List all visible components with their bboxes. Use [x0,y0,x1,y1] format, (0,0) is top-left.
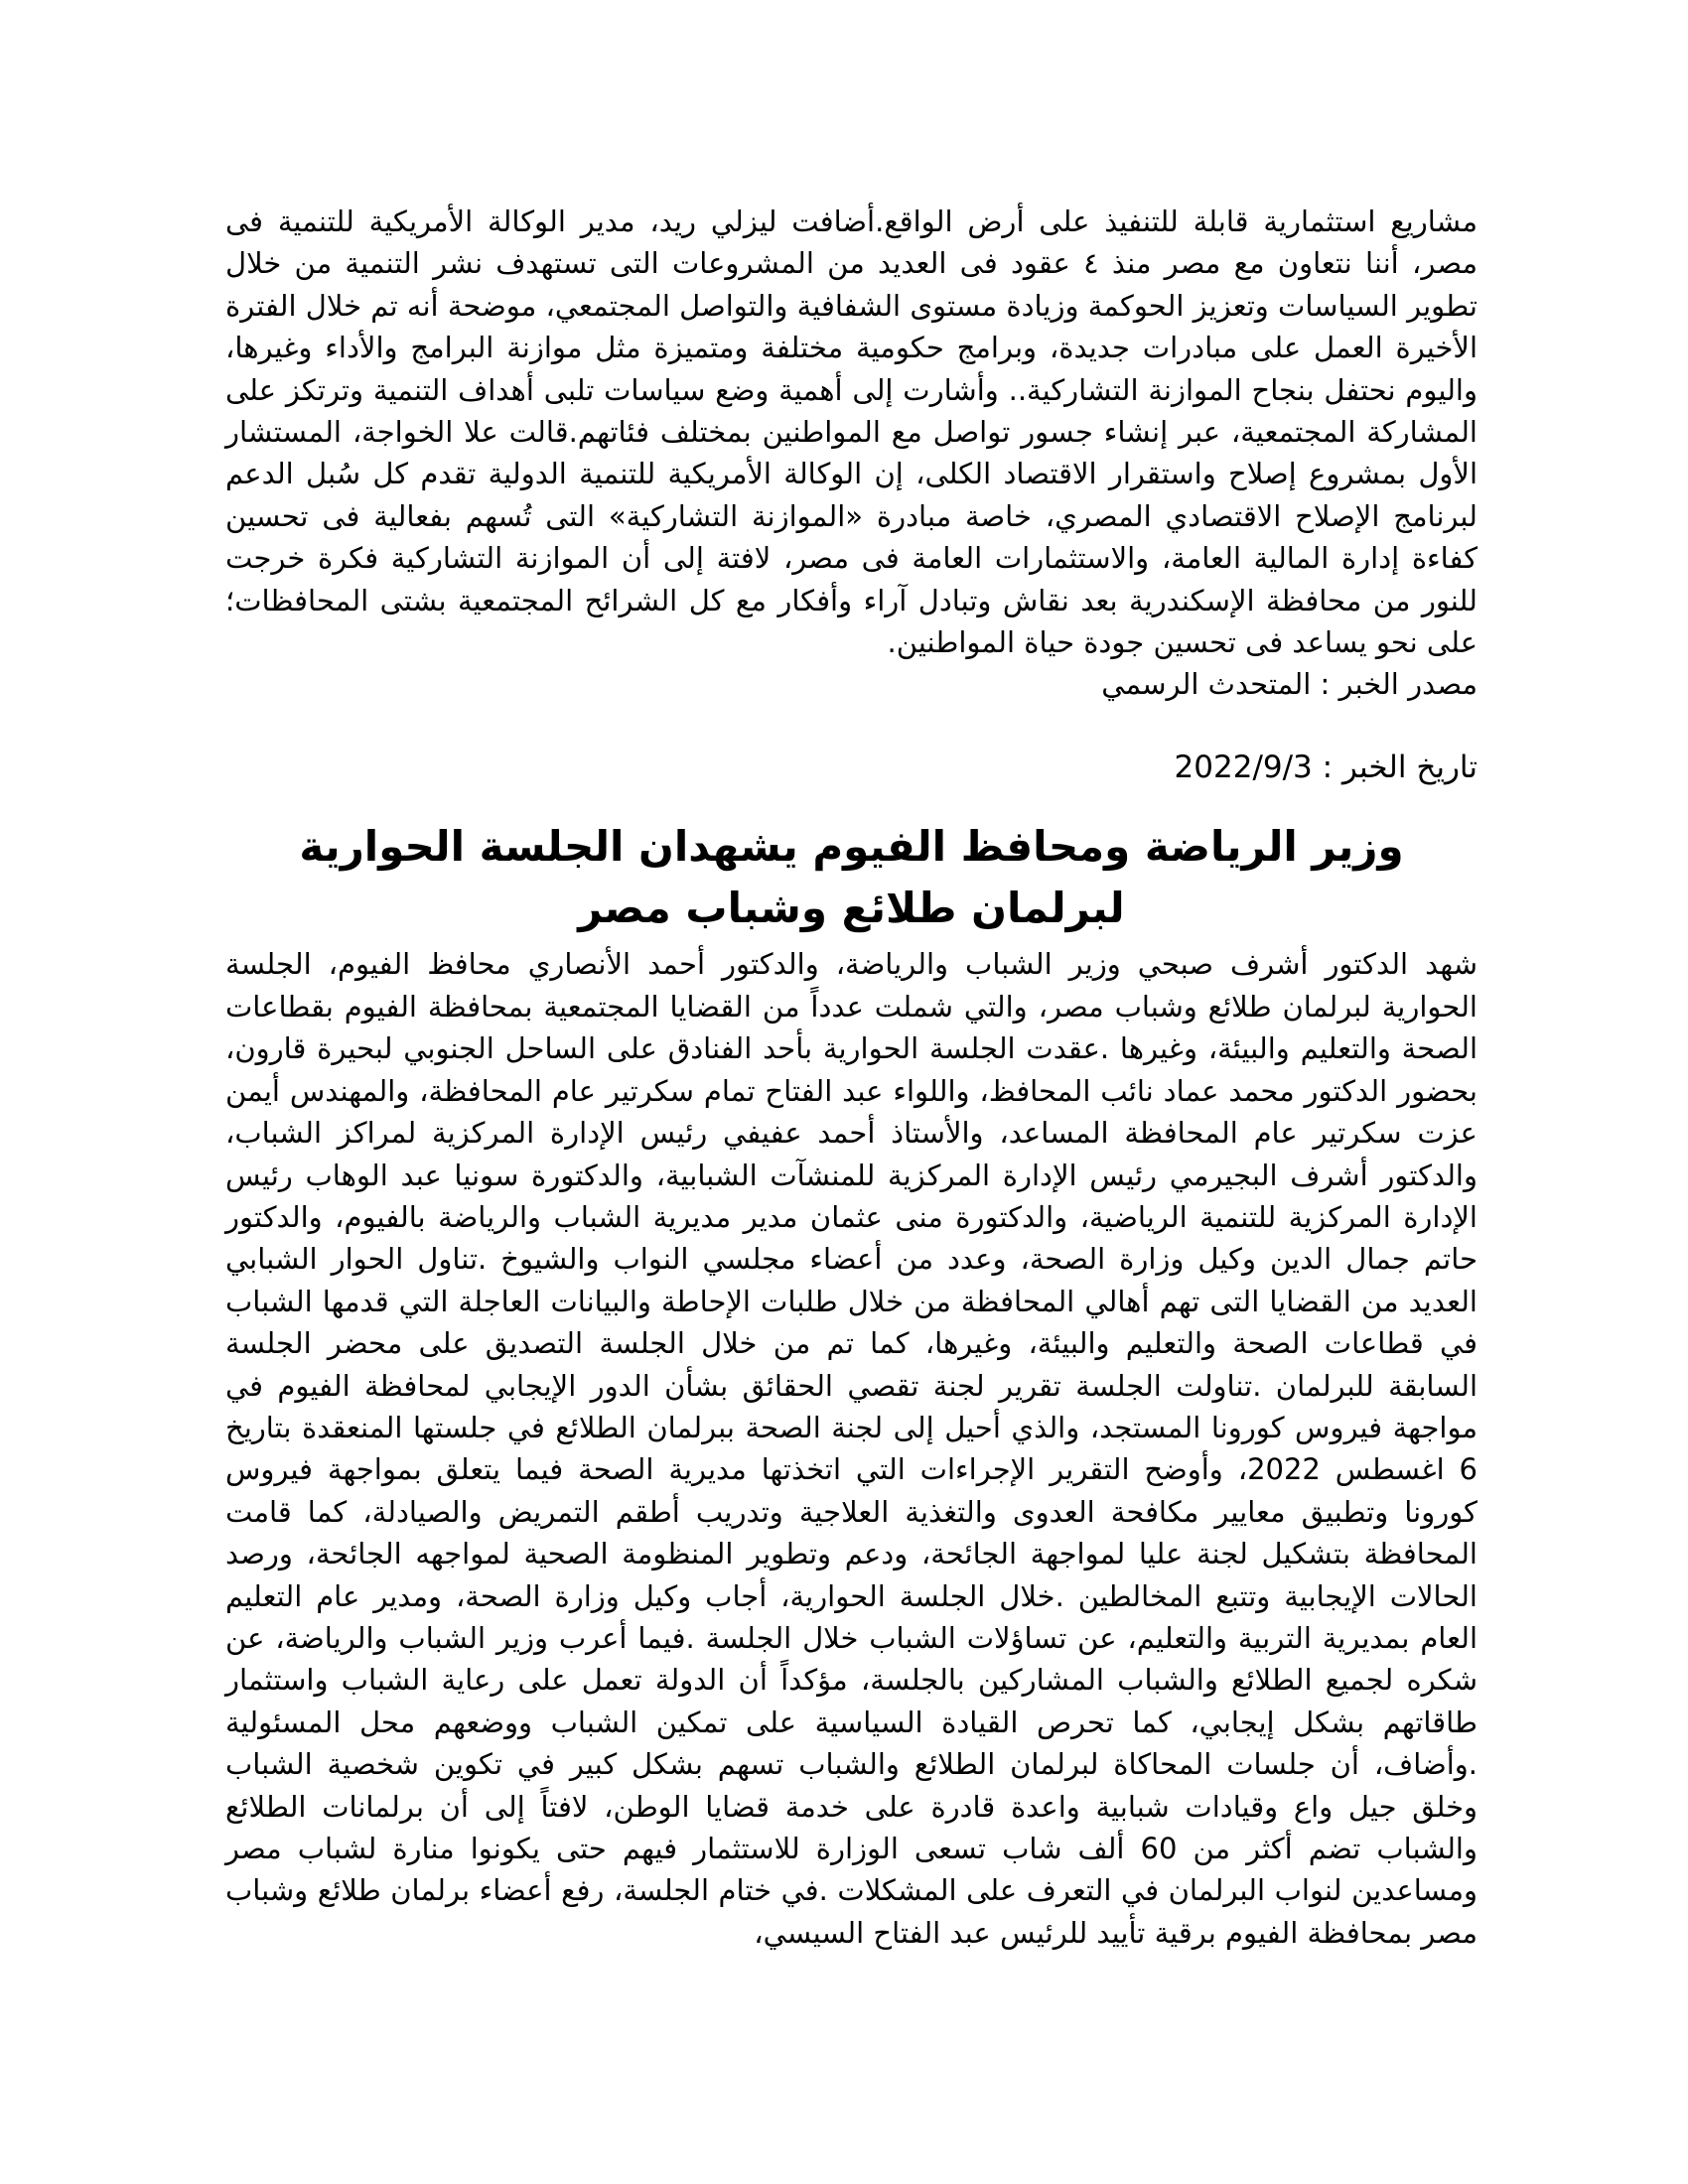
article-1-body: مشاريع استثمارية قابلة للتنفيذ على أرض الواقع.أضافت ليزلي ريد، مدير الوكالة الأمريكية للتنمية فى مصر، أننا نتعاون مع مصر منذ ٤ عقود فى العديد من المشروعات التى تستهدف نشر التنمية من خلال تطوير السياسات وتعزيز الحوكمة وزيادة مستوى الشفافية والتواصل المجتمعي، موضحة أنه تم خلال الفترة الأخيرة العمل على مبادرات جديدة، وبرامج حكومية مختلفة ومتميزة مثل موازنة البرامج والأداء وغيرها، واليوم نحتفل بنجاح الموازنة التشاركية.. وأشارت إلى أهمية وضع سياسات تلبى أهداف التنمية وترتكز على المشاركة المجتمعية، عبر إنشاء جسور تواصل مع المواطنين بمختلف فئاتهم.قالت علا الخواجة، المستشار الأول بمشروع إصلاح واستقرار الاقتصاد الكلى، إن الوكالة الأمريكية للتنمية الدولية تقدم كل سُبل الدعم لبرنامج الإصلاح الاقتصادي المصري، خاصة مبادرة «الموازنة التشاركية» التى تُسهم بفعالية فى تحسين كفاءة إدارة المالية العامة، والاستثمارات العامة فى مصر، لافتة إلى أن الموازنة التشاركية فكرة خرجت للنور من محافظة الإسكندرية بعد نقاش وتبادل آراء وأفكار مع كل الشرائح المجتمعية بشتى المحافظات؛ على نحو يساعد فى تحسين جودة حياة المواطنين. [225,205,1477,660]
news-date-line: تاريخ الخبر : 2022/9/3 [1174,750,1477,786]
article-2-body: شهد الدكتور أشرف صبحي وزير الشباب والرياضة، والدكتور أحمد الأنصاري محافظ الفيوم، الجلسة الحوارية لبرلمان طلائع وشباب مصر، والتي شملت عدداً من القضايا المجتمعية بمحافظة الفيوم بقطاعات الصحة والتعليم والبيئة، وغيرها .عقدت الجلسة الحوارية بأحد الفنادق على الساحل الجنوبي لبحيرة قارون، بحضور الدكتور محمد عماد نائب المحافظ، واللواء عبد الفتاح تمام سكرتير عام المحافظة، والمهندس أيمن عزت سكرتير عام المحافظة المساعد، والأستاذ أحمد عفيفي رئيس الإدارة المركزية لمراكز الشباب، والدكتور أشرف البجيرمي رئيس الإدارة المركزية للمنشآت الشبابية، والدكتورة سونيا عبد الوهاب رئيس الإدارة المركزية للتنمية الرياضية، والدكتورة منى عثمان مدير مديرية الشباب والرياضة بالفيوم، والدكتور حاتم جمال الدين وكيل وزارة الصحة، وعدد من أعضاء مجلسي النواب والشيوخ .تناول الحوار الشبابي العديد من القضايا التى تهم أهالي المحافظة من خلال طلبات الإحاطة والبيانات العاجلة التي قدمها الشباب في قطاعات الصحة والتعليم والبيئة، وغيرها، كما تم من خلال الجلسة التصديق على محضر الجلسة السابقة للبرلمان .تناولت الجلسة تقرير لجنة تقصي الحقائق بشأن الدور الإيجابي لمحافظة الفيوم في مواجهة فيروس كورونا المستجد، والذي أحيل إلى لجنة الصحة ببرلمان الطلائع في جلستها المنعقدة بتاريخ 6 اغسطس 2022، وأوضح التقرير الإجراءات التي اتخذتها مديرية الصحة فيما يتعلق بمواجهة فيروس كورونا وتطبيق معايير مكافحة العدوى والتغذية العلاجية وتدريب أطقم التمريض والصيادلة، كما قامت المحافظة بتشكيل لجنة عليا لمواجهة الجائحة، ودعم وتطوير المنظومة الصحية لمواجهه الجائحة، ورصد الحالات الإيجابية وتتبع المخالطين .خلال الجلسة الحوارية، أجاب وكيل وزارة الصحة، ومدير عام التعليم العام بمديرية التربية والتعليم، عن تساؤلات الشباب خلال الجلسة .فيما أعرب وزير الشباب والرياضة، عن شكره لجميع الطلائع والشباب المشاركين بالجلسة، مؤكداً أن الدولة تعمل على رعاية الشباب واستثمار طاقاتهم بشكل إيجابي، كما تحرص القيادة السياسية على تمكين الشباب ووضعهم محل المسئولية .وأضاف، أن جلسات المحاكاة لبرلمان الطلائع والشباب تسهم بشكل كبير في تكوين شخصية الشباب وخلق جيل واع وقيادات شبابية واعدة قادرة على خدمة قضايا الوطن، لافتاً إلى أن برلمانات الطلائع والشباب تضم أكثر من 60 ألف شاب تسعى الوزارة للاستثمار فيهم حتى يكونوا منارة لشباب مصر ومساعدين لنواب البرلمان في التعرف على المشكلات .في ختام الجلسة، رفع أعضاء برلمان طلائع وشباب مصر بمحافظة الفيوم برقية تأييد للرئيس عبد الفتاح السيسي، [225,947,1477,1950]
news-source-line: مصدر الخبر : المتحدث الرسمي [1101,667,1477,702]
article-2-headline: وزير الرياضة ومحافظ الفيوم يشهدان الجلسة الحوارية لبرلمان طلائع وشباب مصر [299,822,1404,933]
document-page [225,201,1477,1954]
